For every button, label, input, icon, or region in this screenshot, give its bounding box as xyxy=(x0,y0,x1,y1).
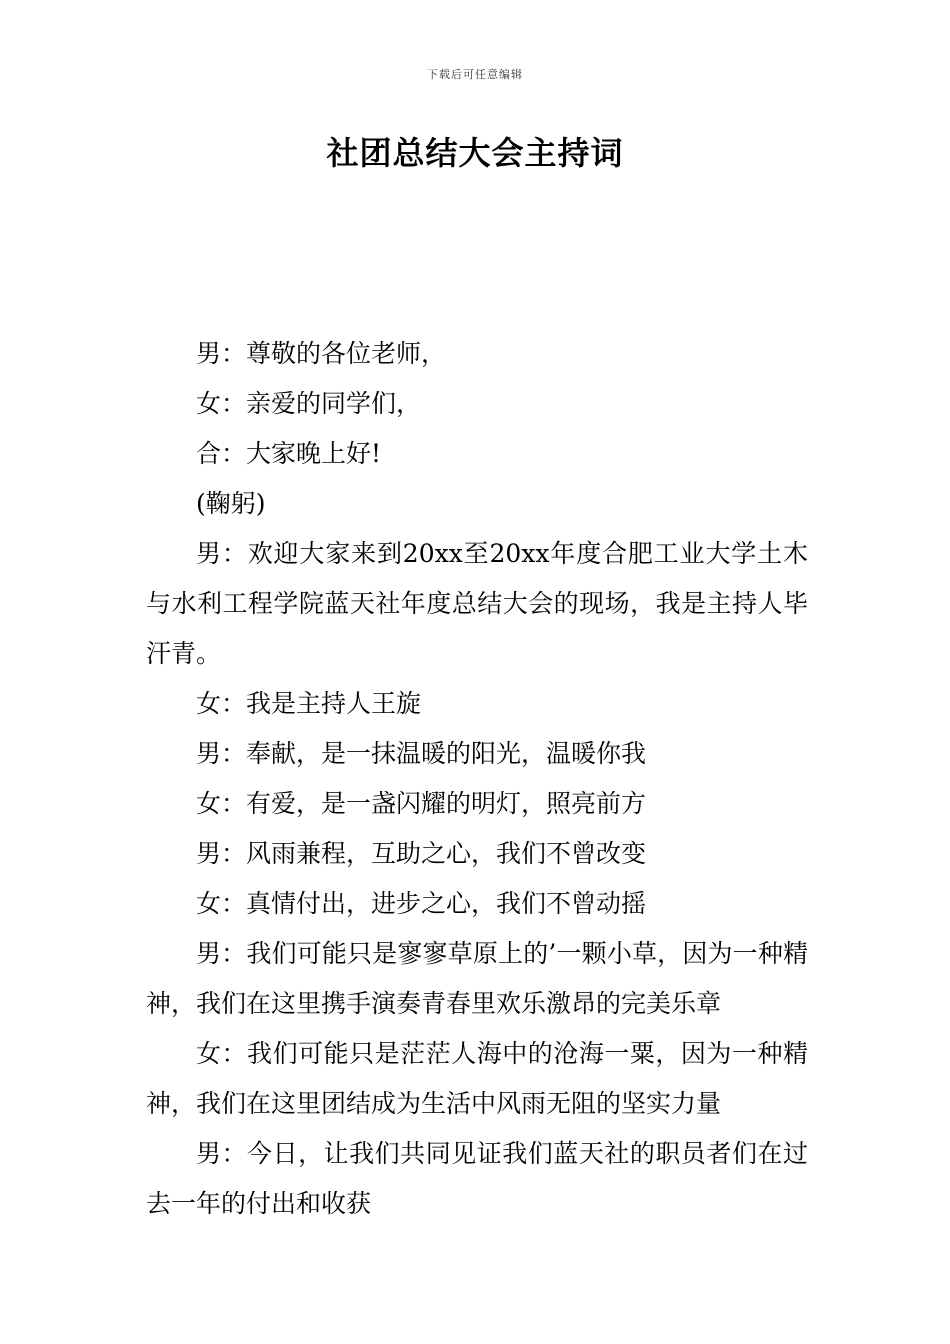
paragraph: 女：真情付出，进步之心，我们不曾动摇 xyxy=(196,889,647,918)
paragraph: 男：尊敬的各位老师， xyxy=(196,339,447,368)
paragraph: (鞠躬) xyxy=(196,489,266,518)
paragraph: 女：我是主持人王旋 xyxy=(196,689,422,718)
paragraph: 男：风雨兼程，互助之心，我们不曾改变 xyxy=(196,839,647,868)
document-title: 社团总结大会主持词 xyxy=(326,134,624,172)
paragraph: 男：欢迎大家来到20xx至20xx年度合肥工业大学土木与水利工程学院蓝天社年度总结大会的现场，我是主持人毕汗青。 xyxy=(146,539,808,668)
paragraph: 男：今日，让我们共同见证我们蓝天社的职员者们在过去一年的付出和收获 xyxy=(146,1139,808,1218)
paragraph: 女：我们可能只是茫茫人海中的沧海一粟，因为一种精神，我们在这里团结成为生活中风雨无阻的坚实力量 xyxy=(146,1039,808,1118)
paragraph: 女：有爱，是一盏闪耀的明灯，照亮前方 xyxy=(196,789,647,818)
paragraph: 女：亲爱的同学们， xyxy=(196,389,422,418)
document-body xyxy=(146,329,808,1229)
paragraph: 合：大家晚上好! xyxy=(196,439,382,468)
paragraph: 男：奉献，是一抹温暖的阳光，温暖你我 xyxy=(196,739,647,768)
header-note: 下载后可任意编辑 xyxy=(427,68,523,81)
paragraph: 男：我们可能只是寥寥草原上的’一颗小草，因为一种精神，我们在这里携手演奏青春里欢乐激昂的完美乐章 xyxy=(146,939,808,1018)
